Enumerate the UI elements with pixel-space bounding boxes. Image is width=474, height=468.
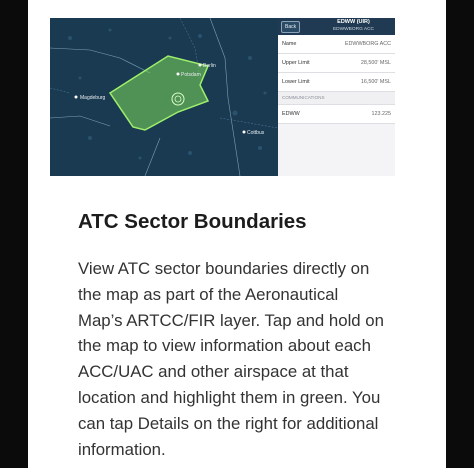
city-label-cottbus: Cottbus	[247, 130, 265, 136]
panel-header	[278, 18, 395, 35]
comm-row[interactable]	[278, 105, 395, 124]
airspace-info-panel	[278, 18, 395, 176]
body-line: can tap Details on the right for additional	[78, 413, 379, 433]
info-row-value: 28,500' MSL	[360, 60, 391, 66]
city-dot-berlin	[199, 64, 202, 67]
city-dot-potsdam	[177, 73, 180, 76]
communications-section-header: COMMUNICATIONS	[278, 92, 395, 105]
sector-map[interactable]	[50, 18, 278, 176]
panel-subtitle: EDWWBORG ACC	[332, 27, 375, 32]
city-dot-cottbus	[243, 131, 246, 134]
info-row-label: Upper Limit	[282, 60, 310, 66]
city-dot-magdeburg	[75, 96, 78, 99]
info-row-value: EDWWBORG ACC	[344, 41, 391, 47]
city-label-magdeburg: Magdeburg	[80, 95, 106, 101]
body-line: Map’s ARTCC/FIR layer. Tap and hold on	[78, 310, 384, 330]
body-line: the map as part of the Aeronautical	[78, 284, 339, 304]
info-row-name	[278, 35, 395, 54]
article-body	[78, 256, 398, 462]
back-button[interactable]: Back	[281, 21, 300, 33]
comm-label: EDWW	[282, 111, 300, 117]
info-row-label: Name	[282, 41, 297, 47]
body-line: information.	[78, 439, 166, 459]
city-label-berlin: Berlin	[203, 63, 216, 69]
info-row-lower-limit	[278, 73, 395, 92]
info-row-value: 16,500' MSL	[360, 79, 391, 85]
comm-frequency: 123.225	[371, 111, 391, 117]
body-line: the map to view information about each	[78, 336, 371, 356]
body-line: ACC/UAC and other airspace at that	[78, 362, 349, 382]
panel-title: EDWW (UIR)	[337, 19, 370, 25]
map-screenshot	[50, 18, 395, 176]
article-title: ATC Sector Boundaries	[78, 210, 307, 233]
body-line: location and highlight them in green. You	[78, 387, 381, 407]
city-label-potsdam: Potsdam	[181, 72, 201, 78]
body-line: View ATC sector boundaries directly on	[78, 259, 370, 278]
info-row-upper-limit	[278, 54, 395, 73]
info-row-label: Lower Limit	[282, 79, 310, 85]
